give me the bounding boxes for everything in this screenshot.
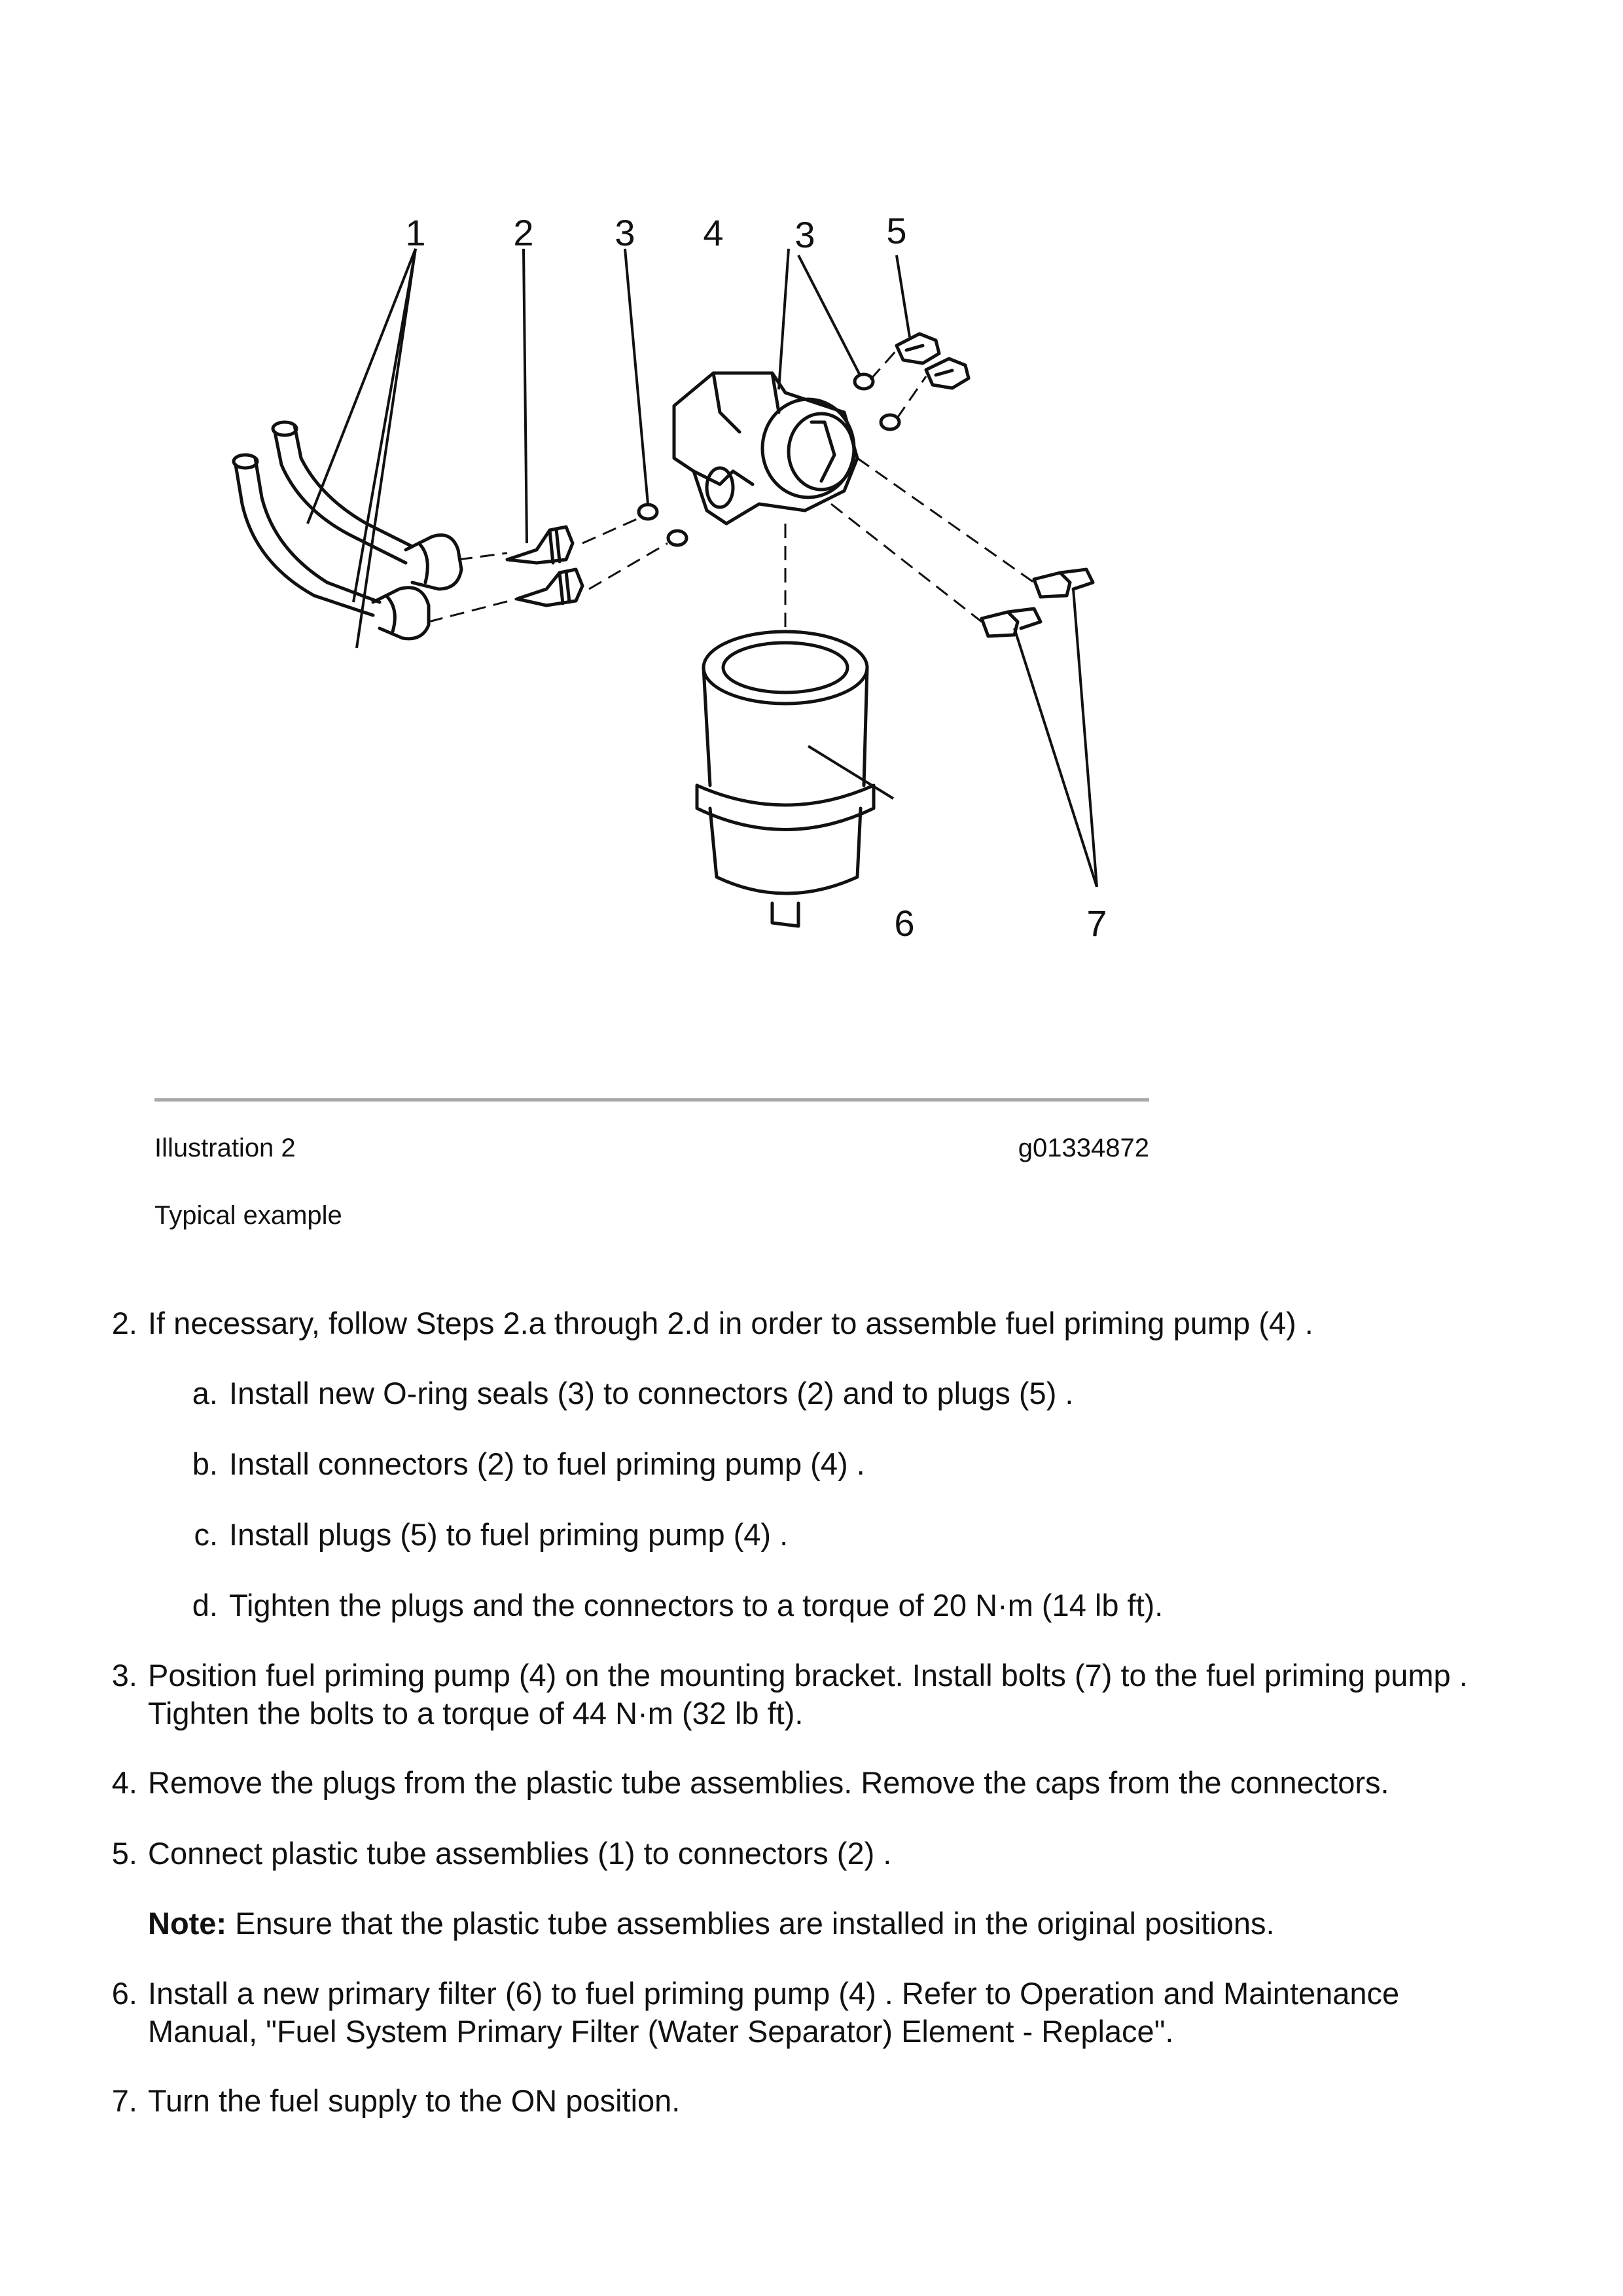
exploded-view-drawing <box>196 196 1178 982</box>
callout-7: 7 <box>1086 903 1107 944</box>
substep-text: Tighten the plugs and the connectors to a torque of 20 N·m (14 lb ft). <box>229 1588 1164 1623</box>
substep-text: Install plugs (5) to fuel priming pump (4) . <box>229 1517 789 1552</box>
plastic-tube-assemblies <box>234 422 461 639</box>
step-text: Remove the plugs from the plastic tube assemblies. Remove the caps from the connectors. <box>148 1765 1389 1800</box>
substep-letter: b. <box>192 1446 218 1481</box>
note-body <box>148 1905 1581 1943</box>
step-text: Turn the fuel supply to the ON position. <box>148 2083 681 2118</box>
callout-6: 6 <box>894 903 915 944</box>
o-ring <box>639 505 657 519</box>
substep-text: Install new O-ring seals (3) to connectors (2) and to plugs (5) . <box>229 1376 1074 1410</box>
substep-text: Install connectors (2) to fuel priming pump (4) . <box>229 1446 865 1481</box>
illustration-number: Illustration 2 <box>154 1134 296 1162</box>
step-number: 7. <box>111 2083 137 2118</box>
callout-4: 4 <box>703 212 724 253</box>
substep-letter: c. <box>194 1517 218 1552</box>
step-number: 5. <box>111 1836 137 1871</box>
o-ring <box>855 374 873 389</box>
step-number: 2. <box>111 1306 137 1340</box>
step-text-line2: Tighten the bolts to a torque of 44 N·m (32 lb ft). <box>148 1696 804 1731</box>
callout-3: 3 <box>615 212 635 253</box>
step-text-line2: Manual, "Fuel System Primary Filter (Water Separator) Element - Replace". <box>148 2014 1174 2049</box>
plugs <box>897 334 969 388</box>
step-number: 6. <box>111 1976 137 2011</box>
connectors <box>507 527 582 605</box>
fuel-priming-pump-illustration <box>196 196 1178 982</box>
step-text: Install a new primary filter (6) to fuel priming pump (4) . Refer to Operation and Maintenance <box>148 1976 1400 2011</box>
step-number: 4. <box>111 1765 137 1800</box>
callout-5: 5 <box>886 210 907 251</box>
note-text: Ensure that the plastic tube assemblies are installed in the original positions. <box>226 1906 1275 1941</box>
primary-filter <box>697 632 874 926</box>
caption-text: Typical example <box>154 1201 342 1230</box>
callout-1: 1 <box>405 212 426 253</box>
o-ring <box>668 531 687 545</box>
callout-2: 2 <box>513 212 534 253</box>
substep-letter: a. <box>192 1376 218 1410</box>
o-ring <box>881 415 899 429</box>
note-label: Note: <box>148 1906 227 1941</box>
step-text: If necessary, follow Steps 2.a through 2.d in order to assemble fuel priming pump (4) . <box>148 1306 1313 1340</box>
graphic-id: g01334872 <box>1018 1134 1149 1162</box>
substep-letter: d. <box>192 1588 218 1623</box>
step-text: Connect plastic tube assemblies (1) to connectors (2) . <box>148 1836 892 1871</box>
caption-divider <box>154 1098 1149 1102</box>
step-text: Position fuel priming pump (4) on the mounting bracket. Install bolts (7) to the fuel priming pump . <box>148 1658 1468 1693</box>
step-number: 3. <box>111 1658 137 1693</box>
fuel-priming-pump-head <box>674 373 857 524</box>
callout-3b: 3 <box>794 214 815 255</box>
